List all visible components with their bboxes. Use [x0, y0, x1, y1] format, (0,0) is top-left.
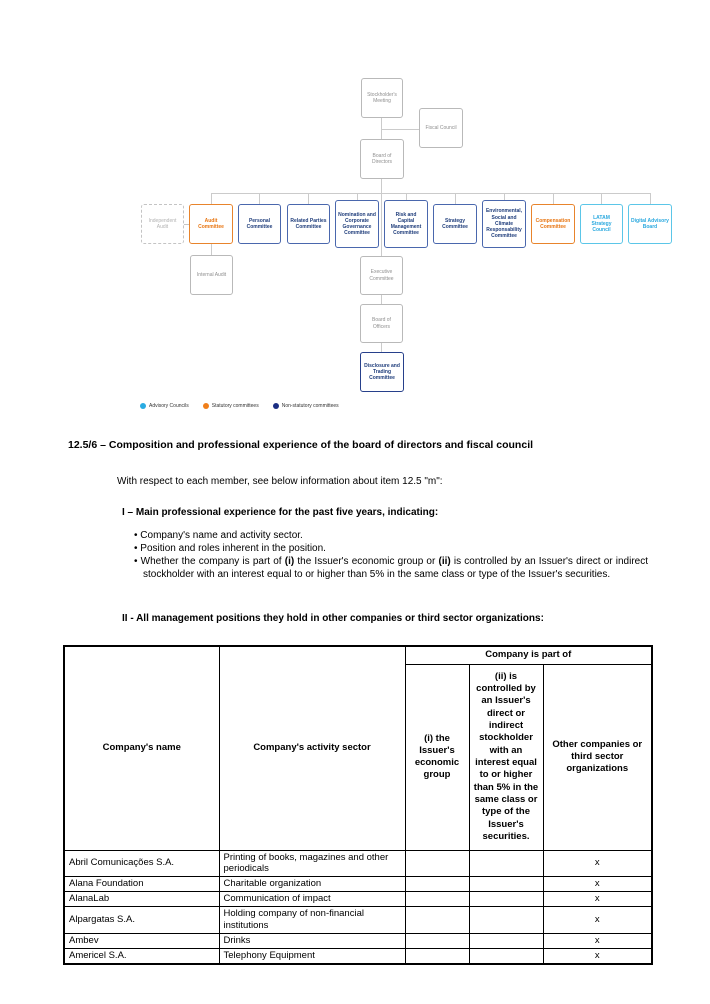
section-heading: 12.5/6 – Composition and professional experience of the board of directors and fiscal council: [68, 439, 534, 451]
orgchart-legend: [140, 403, 339, 409]
cell-economic-group: [405, 933, 469, 948]
cell-company-name: Alana Foundation: [64, 877, 219, 892]
legend-dot-icon: [273, 403, 279, 409]
org-node-digital-advisory-board: Digital Advisory Board: [628, 204, 672, 244]
legend-dot-icon: [140, 403, 146, 409]
cell-controlled-by: [469, 948, 543, 963]
bullet-item: • Whether the company is part of (i) the Issuer's economic group or (ii) is controlled by an Issuer's direct or indirect stockholder with an interest equal to or higher than 5% in the same class or type of the Issuer's securities.: [134, 555, 648, 581]
connector-bus: [211, 193, 650, 194]
legend-label: Non-statutory committees: [281, 403, 339, 409]
connector: [357, 193, 358, 200]
org-node-audit-committee: Audit Committee: [189, 204, 233, 244]
cell-activity-sector: Holding company of non-financial institutions: [219, 907, 405, 934]
cell-controlled-by: [469, 892, 543, 907]
connector: [601, 193, 602, 204]
positions-table: [63, 645, 653, 965]
org-node-internal-audit: Internal Audit: [190, 255, 233, 295]
connector: [381, 129, 419, 130]
column-header-other-companies: Other companies or third sector organizations: [543, 664, 652, 850]
connector: [308, 193, 309, 204]
column-group-header-company-is-part-of: Company is part of: [405, 646, 652, 664]
legend-dot-icon: [203, 403, 209, 409]
connector: [381, 343, 382, 352]
cell-company-name: Ambev: [64, 933, 219, 948]
connector: [650, 193, 651, 204]
table-row: [64, 907, 652, 934]
column-header-activity-sector: Company's activity sector: [219, 646, 405, 850]
cell-other-companies: x: [543, 907, 652, 934]
connector: [455, 193, 456, 204]
connector: [381, 295, 382, 304]
table-row: [64, 892, 652, 907]
table-row: [64, 850, 652, 877]
legend-item-statutory-committees: [203, 403, 259, 409]
bullet-list: [134, 529, 648, 581]
legend-item-advisory-councils: [140, 403, 189, 409]
org-node-fiscal-council: Fiscal Council: [419, 108, 463, 148]
org-node-related-parties-committee: Related Parties Committee: [287, 204, 330, 244]
org-node-strategy-committee: Strategy Committee: [433, 204, 477, 244]
cell-activity-sector: Communication of impact: [219, 892, 405, 907]
connector: [211, 244, 212, 255]
org-node-board-of-directors: Board of Directors: [360, 139, 404, 179]
cell-company-name: Alpargatas S.A.: [64, 907, 219, 934]
org-node-personal-committee: Personal Committee: [238, 204, 281, 244]
legend-item-non-statutory-committees: [273, 403, 339, 409]
column-header-issuer-economic-group: (i) the Issuer's economic group: [405, 664, 469, 850]
org-node-disclosure-trading-committee: Disclosure and Trading Committee: [360, 352, 404, 392]
connector: [259, 193, 260, 204]
cell-company-name: Abril Comunicações S.A.: [64, 850, 219, 877]
cell-controlled-by: [469, 907, 543, 934]
connector: [381, 179, 382, 193]
cell-economic-group: [405, 850, 469, 877]
bullet-item: • Company's name and activity sector.: [134, 529, 648, 542]
org-node-environmental-social-climate-committee: Environmental, Social and Climate Responsability Committee: [482, 200, 526, 248]
connector: [381, 193, 382, 256]
cell-economic-group: [405, 907, 469, 934]
cell-company-name: Americel S.A.: [64, 948, 219, 963]
item2-heading: II - All management positions they hold in other companies or third sector organizations:: [122, 613, 544, 624]
table-row: [64, 933, 652, 948]
cell-other-companies: x: [543, 877, 652, 892]
cell-other-companies: x: [543, 850, 652, 877]
cell-other-companies: x: [543, 892, 652, 907]
cell-economic-group: [405, 948, 469, 963]
cell-controlled-by: [469, 933, 543, 948]
org-node-compensation-committee: Compensation Committee: [531, 204, 575, 244]
cell-activity-sector: Telephony Equipment: [219, 948, 405, 963]
org-node-board-of-officers: Board of Officers: [360, 304, 403, 343]
org-node-nomination-corporate-governance-committee: Nomination and Corporate Governance Committee: [335, 200, 379, 248]
org-node-independent-audit: Independent Audit: [141, 204, 184, 244]
connector: [406, 193, 407, 200]
cell-controlled-by: [469, 850, 543, 877]
legend-label: Advisory Councils: [149, 403, 189, 409]
org-node-executive-committee: Executive Committee: [360, 256, 403, 295]
cell-activity-sector: Charitable organization: [219, 877, 405, 892]
column-header-controlled-by-stockholder: (ii) is controlled by an Issuer's direct or indirect stockholder with an interest equal to or higher than 5% in the same class or type of the Issuer's securities.: [469, 664, 543, 850]
intro-paragraph: With respect to each member, see below information about item 12.5 "m":: [117, 476, 443, 487]
cell-other-companies: x: [543, 933, 652, 948]
connector: [211, 193, 212, 204]
org-node-risk-capital-management-committee: Risk and Capital Management Committee: [384, 200, 428, 248]
org-node-latam-strategy-council: LATAM Strategy Council: [580, 204, 623, 244]
cell-activity-sector: Drinks: [219, 933, 405, 948]
org-node-stockholders-meeting: Stockholder's Meeting: [361, 78, 403, 118]
connector: [553, 193, 554, 204]
column-header-company-name: Company's name: [64, 646, 219, 850]
table-row: [64, 877, 652, 892]
bullet-item: • Position and roles inherent in the position.: [134, 542, 648, 555]
cell-economic-group: [405, 877, 469, 892]
cell-activity-sector: Printing of books, magazines and other periodicals: [219, 850, 405, 877]
table-row: [64, 948, 652, 963]
connector: [504, 193, 505, 200]
cell-economic-group: [405, 892, 469, 907]
legend-label: Statutory committees: [211, 403, 259, 409]
item1-heading: I – Main professional experience for the past five years, indicating:: [122, 507, 439, 518]
cell-company-name: AlanaLab: [64, 892, 219, 907]
cell-other-companies: x: [543, 948, 652, 963]
cell-controlled-by: [469, 877, 543, 892]
